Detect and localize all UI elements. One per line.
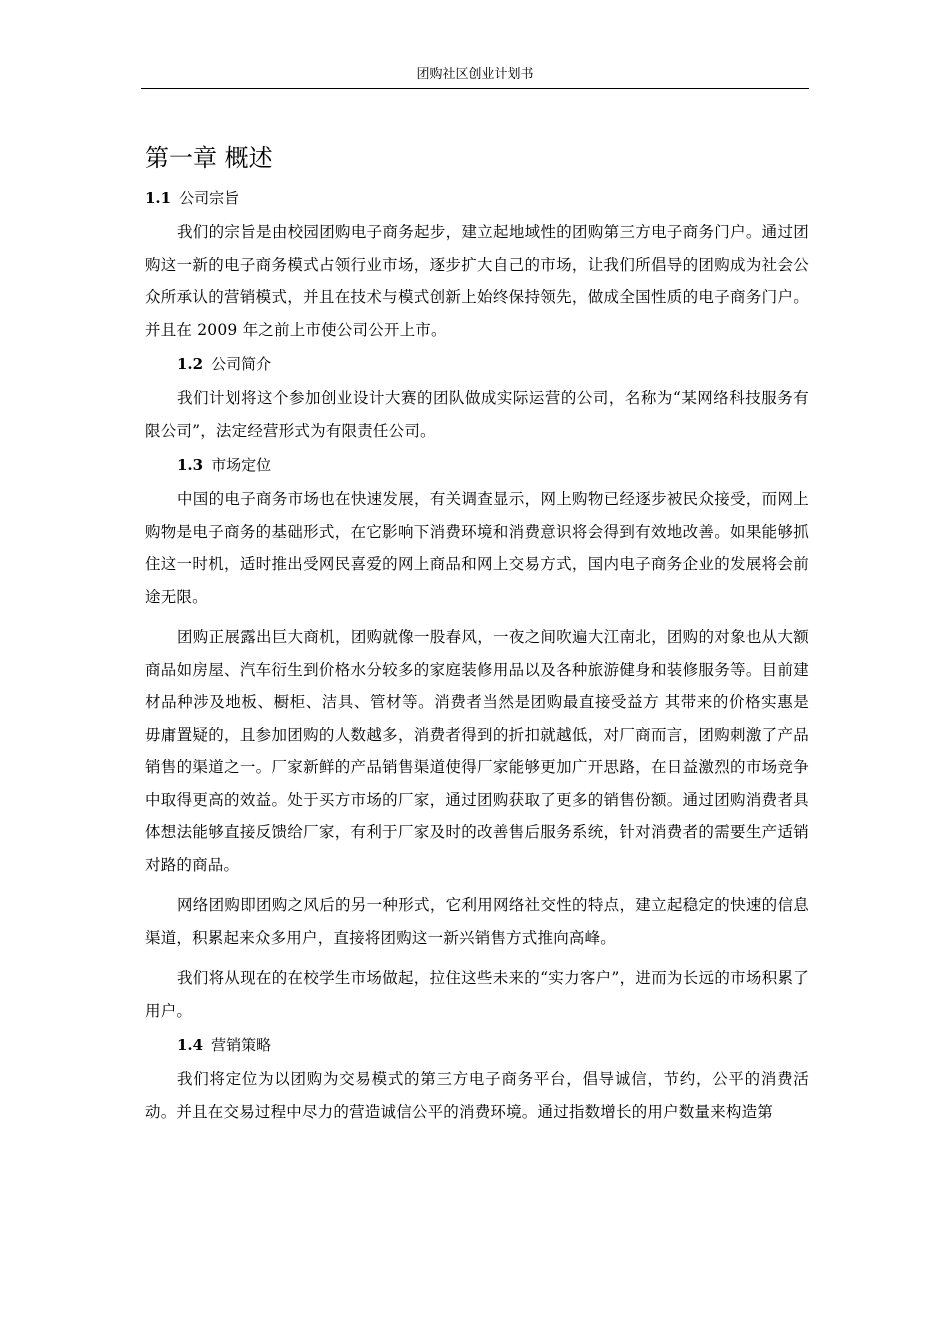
paragraph: 我们计划将这个参加创业设计大赛的团队做成实际运营的公司，名称为“某网络科技服务有限公司”，法定经营形式为有限责任公司。 [145, 389, 809, 440]
paragraph: 中国的电子商务市场也在快速发展，有关调查显示，网上购物已经逐步被民众接受，而网上购物是电子商务的基础形式，在它影响下消费环境和消费意识将会得到有效地改善。如果能够抓住这一时机，适时推出受网民喜爱的网上商品和网上交易方式，国内电子商务企业的发展将会前途无限。 [145, 490, 809, 606]
section-heading-1-4 [145, 1035, 809, 1055]
section-number: 1.1 [145, 189, 172, 207]
page-content [145, 140, 809, 1136]
section-heading-1-2 [145, 354, 809, 374]
section-title: 公司简介 [211, 355, 272, 373]
paragraph: 我们将定位为以团购为交易模式的第三方电子商务平台，倡导诚信，节约，公平的消费活动。并且在交易过程中尽力的营造诚信公平的消费环境。通过指数增长的用户数量来构造第 [145, 1070, 809, 1121]
page-header: 团购社区创业计划书 [141, 66, 809, 89]
section-heading-1-3 [145, 455, 809, 475]
section-title: 营销策略 [211, 1036, 272, 1054]
section-number: 1.4 [177, 1036, 204, 1054]
section-heading-1-1 [145, 188, 809, 208]
paragraph: 我们将从现在的在校学生市场做起，拉住这些未来的“实力客户”，进而为长远的市场积累了用户。 [145, 969, 809, 1020]
section-title: 公司宗旨 [179, 189, 240, 207]
section-number: 1.2 [177, 355, 204, 373]
section-number: 1.3 [177, 456, 204, 474]
paragraph: 团购正展露出巨大商机，团购就像一股春风，一夜之间吹遍大江南北，团购的对象也从大额商品如房屋、汽车衍生到价格水分较多的家庭装修用品以及各种旅游健身和装修服务等。目前建材品种涉及地板、橱柜、洁具、管材等。消费者当然是团购最直接受益方 其带来的价格实惠是毋庸置疑的，且参加团购的人数越多，消费者得到的折扣就越低，对厂商而言，团购刺激了产品销售的渠道之一。厂家新鲜的产品销售渠道使得厂家能够更加广开思路，在日益激烈的市场竞争中取得更高的效益。处于买方市场的厂家，通过团购获取了更多的销售份额。通过团购消费者具体想法能够直接反馈给厂家，有利于厂家及时的改善售后服务系统，针对消费者的需要生产适销对路的商品。 [145, 628, 809, 874]
paragraph: 网络团购即团购之风后的另一种形式，它利用网络社交性的特点，建立起稳定的快速的信息渠道，积累起来众多用户，直接将团购这一新兴销售方式推向高峰。 [145, 896, 809, 947]
paragraph: 我们的宗旨是由校园团购电子商务起步，建立起地域性的团购第三方电子商务门户。通过团购这一新的电子商务模式占领行业市场，逐步扩大自己的市场，让我们所倡导的团购成为社会公众所承认的营销模式，并且在技术与模式创新上始终保持领先，做成全国性质的电子商务门户。并且在 2009 年之前上市使公司公开上市。 [145, 223, 809, 339]
section-title: 市场定位 [211, 456, 272, 474]
chapter-title: 第一章 概述 [145, 144, 273, 172]
